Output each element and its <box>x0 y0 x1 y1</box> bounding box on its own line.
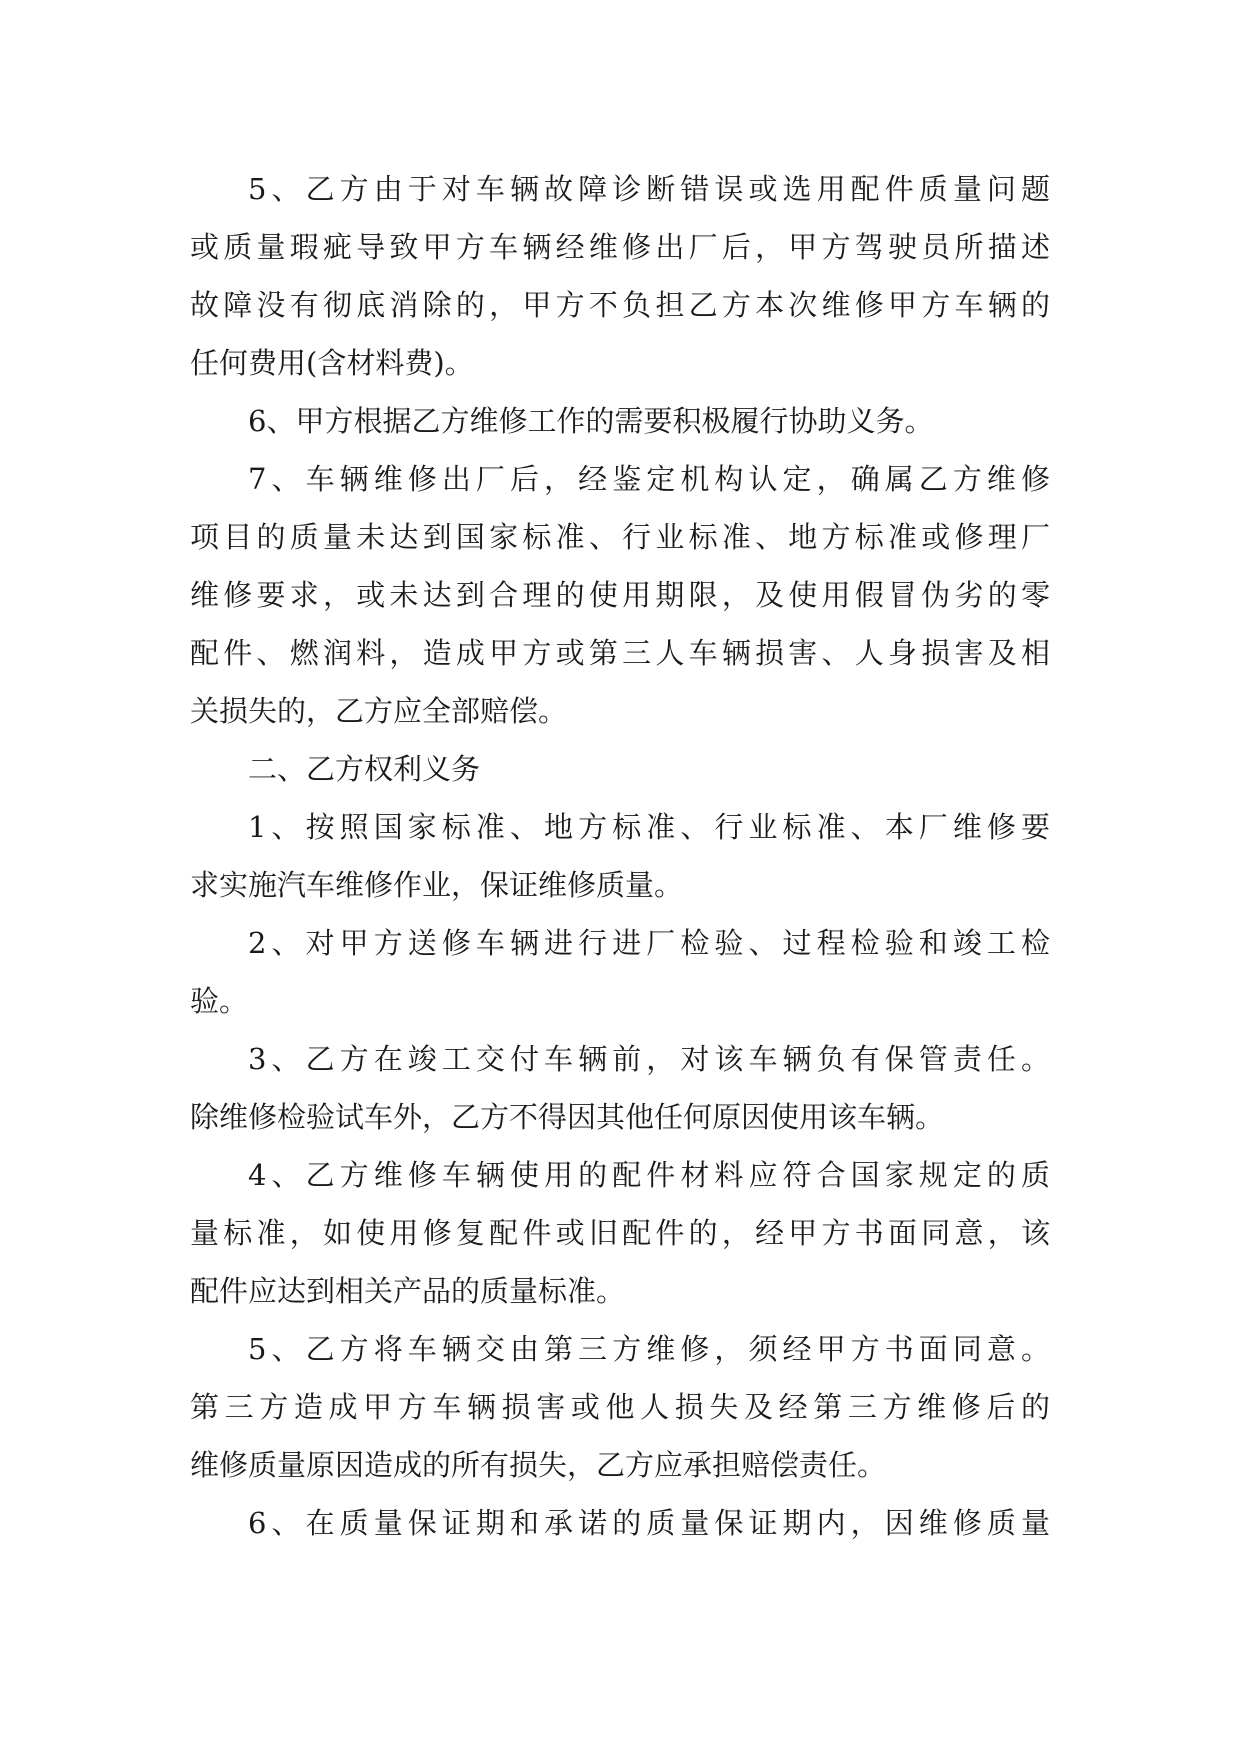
paragraph-line: 5、乙方由于对车辆故障诊断错误或选用配件质量问题 <box>248 172 1050 206</box>
paragraph-line: 6、甲方根据乙方维修工作的需要积极履行协助义务。 <box>248 404 934 438</box>
paragraph-line: 维修要求，或未达到合理的使用期限，及使用假冒伪劣的零 <box>190 578 1050 612</box>
paragraph-line: 配件应达到相关产品的质量标准。 <box>190 1274 626 1308</box>
paragraph-line: 7、车辆维修出厂后，经鉴定机构认定，确属乙方维修 <box>248 462 1050 496</box>
paragraph-line: 除维修检验试车外，乙方不得因其他任何原因使用该车辆。 <box>190 1100 945 1134</box>
paragraph-line: 第三方造成甲方车辆损害或他人损失及经第三方维修后的 <box>190 1390 1050 1424</box>
paragraph-line: 求实施汽车维修作业，保证维修质量。 <box>190 868 684 902</box>
paragraph-line: 3、乙方在竣工交付车辆前，对该车辆负有保管责任。 <box>248 1042 1050 1076</box>
paragraph-line: 关损失的，乙方应全部赔偿。 <box>190 694 568 728</box>
paragraph-line: 任何费用(含材料费)。 <box>190 346 474 380</box>
paragraph-line: 维修质量原因造成的所有损失，乙方应承担赔偿责任。 <box>190 1448 887 1482</box>
paragraph-line: 或质量瑕疵导致甲方车辆经维修出厂后，甲方驾驶员所描述 <box>190 230 1050 264</box>
paragraph-line: 4、乙方维修车辆使用的配件材料应符合国家规定的质 <box>248 1158 1050 1192</box>
paragraph-line: 配件、燃润料，造成甲方或第三人车辆损害、人身损害及相 <box>190 636 1050 670</box>
paragraph-line: 验。 <box>190 984 249 1018</box>
paragraph-line: 量标准，如使用修复配件或旧配件的，经甲方书面同意，该 <box>190 1216 1050 1250</box>
paragraph-line: 1、按照国家标准、地方标准、行业标准、本厂维修要 <box>248 810 1050 844</box>
paragraph-line: 故障没有彻底消除的，甲方不负担乙方本次维修甲方车辆的 <box>190 288 1050 322</box>
document-body <box>190 160 1050 1552</box>
paragraph-line: 6、在质量保证期和承诺的质量保证期内，因维修质量 <box>248 1506 1050 1540</box>
section-heading: 二、乙方权利义务 <box>248 752 481 786</box>
paragraph-line: 2、对甲方送修车辆进行进厂检验、过程检验和竣工检 <box>248 926 1050 960</box>
paragraph-line: 5、乙方将车辆交由第三方维修，须经甲方书面同意。 <box>248 1332 1050 1366</box>
paragraph-line: 项目的质量未达到国家标准、行业标准、地方标准或修理厂 <box>190 520 1050 554</box>
